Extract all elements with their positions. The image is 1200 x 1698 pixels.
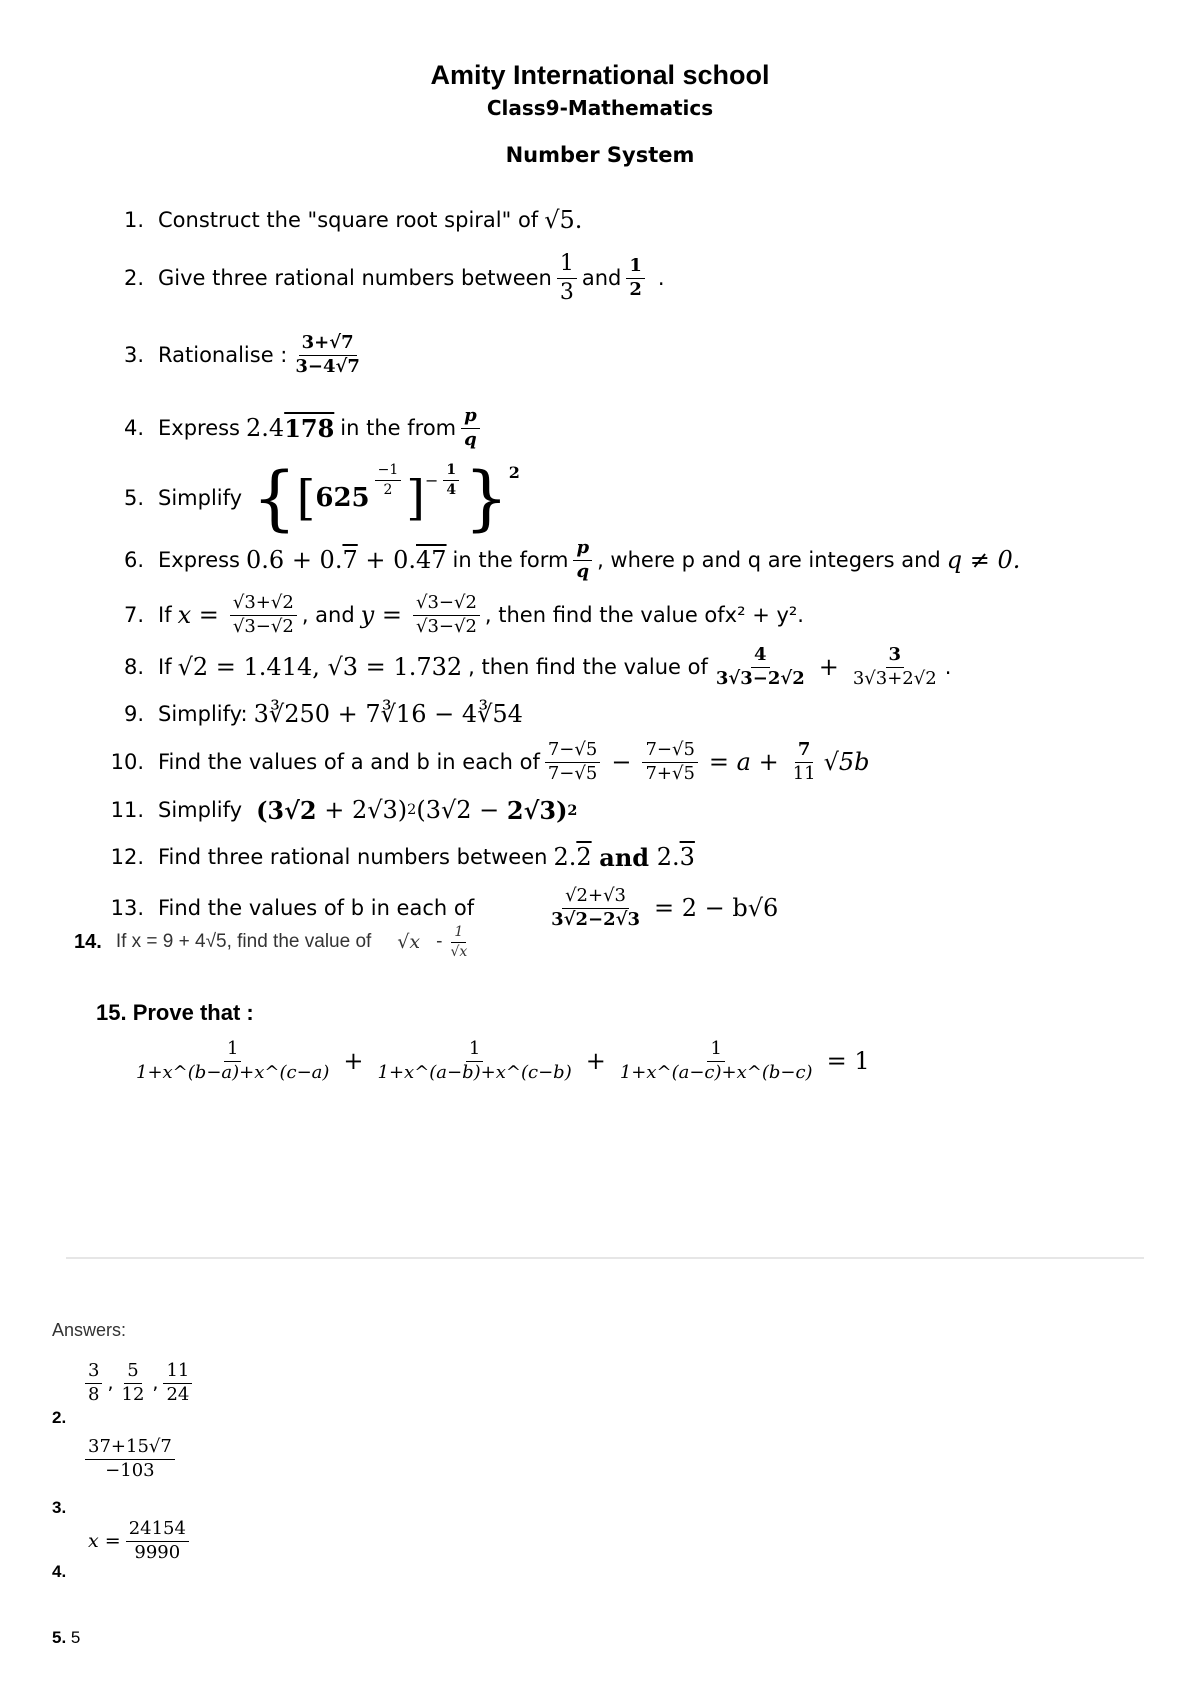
section-divider	[66, 1257, 1144, 1259]
question-3: 3. Rationalise : $\frac{3+√7}{3-4√7}$	[96, 325, 368, 385]
question-15-title: 15. Prove that :	[96, 1000, 254, 1025]
question-5: 5. Simplify { [ 625 $\frac{-1}{2}$ ] − $\frac{1}{4}$ } 2	[123, 457, 520, 539]
question-11: 11. Simplify (3√2 + 2√3) 2 (3√2 − 2√3) 2	[110, 795, 578, 825]
answer-2-expression: $\frac{3}{8}$ , $\frac{5}{12}$ , $\frac{11}{24}$	[80, 1362, 197, 1405]
p-over-q: $\frac{p}{q}$	[461, 407, 480, 450]
question-8: 8. If √2 = 1.414, √3 = 1.732 , then find the value of $\frac{4}{3√3-2√2}$ + $\frac{3}{3√3+2√2}$ .	[123, 643, 952, 689]
question-13: 13. Find the values of b in each of $\frac{√2+√3}{3√2-2√3}$ = 2 − b√6	[110, 884, 779, 930]
fraction-one-half: $\frac{1}{2}$	[626, 257, 645, 300]
question-6: 6. Express 0.6 + 0. 7 + 0. 47 in the form $\frac{p}{q}$ , where p and q are integers and q ≠ 0.	[123, 536, 1021, 582]
question-9: 9. Simplify: 3∛250 + 7∛16 − 4∛54	[123, 700, 523, 728]
rationalise-fraction: $\frac{3+√7}{3-4√7}$	[295, 331, 360, 377]
question-14: 14. If x = 9 + 4√5, find the value of √x - $\frac{1}{√x}$	[74, 924, 468, 960]
answer-3-expression: $\frac{37+15√7}{-103}$	[80, 1438, 180, 1481]
question-12: 12. Find three rational numbers between 2. 2 and 2. 3	[110, 842, 695, 872]
answer-5: 5. 5	[52, 1628, 81, 1647]
answer-4-number: 4.	[52, 1562, 67, 1581]
question-1: 1. Construct the "square root spiral" of √5.	[123, 206, 583, 234]
answers-label: Answers:	[52, 1320, 127, 1340]
class-line: Class9-Mathematics	[486, 96, 714, 120]
answer-2-number: 2.	[52, 1408, 67, 1427]
school-title: Amity International school	[430, 60, 770, 90]
fraction-one-third: $\frac{1}{3}$	[557, 252, 577, 303]
prove-identity: $\frac{1}{1+x\^{}(b-a)+x\^{}(c-a)}$ + $\frac{1}{1+x\^{}(a-b)+x\^{}(c-b)}$ + $\frac{1}{1+x\^{}(a-c)+x\^{}(b-c)}$ = 1	[136, 1038, 870, 1083]
answer-3-number: 3.	[52, 1498, 67, 1517]
topic-title: Number System	[505, 143, 695, 167]
question-2: 2. Give three rational numbers between $\frac{1}{3}$ and $\frac{1}{2}$ .	[123, 251, 665, 305]
nested-power-expression: { [ 625 $\frac{-1}{2}$ ] − $\frac{1}{4}$ } 2	[252, 457, 520, 539]
question-7: 7. If x = $\frac{√3+√2}{√3-√2}$ , and y = $\frac{√3-√2}{√3-√2}$ , then find the value of x² + y².	[123, 591, 804, 637]
question-4: 4. Express 2.4 178 in the from $\frac{p}{q}$	[96, 398, 485, 458]
answer-4-expression: x = $\frac{24154}{9990}$	[88, 1520, 194, 1563]
question-10: 10. Find the values of a and b in each of $\frac{7-√5}{7-√5}$ − $\frac{7-√5}{7+√5}$ = a + $\frac{7}{11}$ √5b	[110, 738, 870, 784]
